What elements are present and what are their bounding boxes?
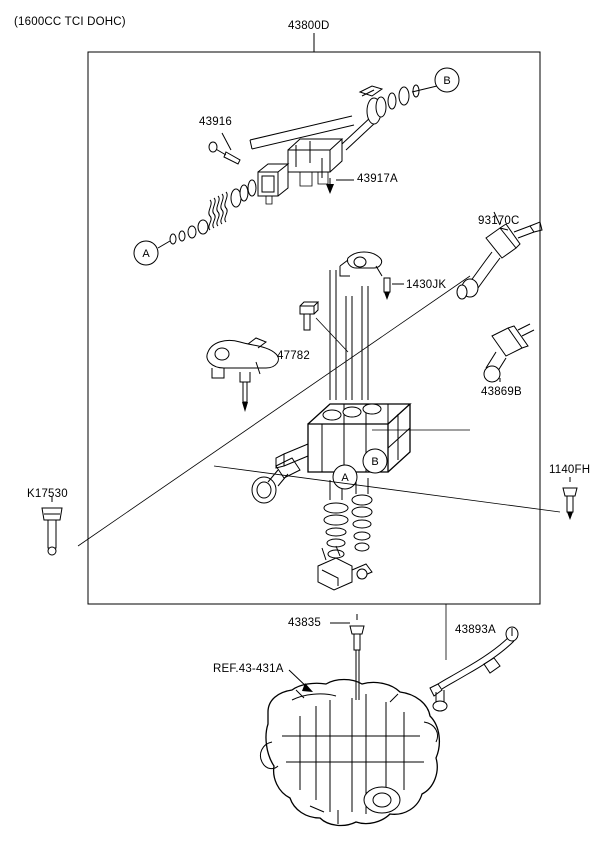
label-43835: 43835 [288, 617, 321, 629]
part-43893a-harness [430, 604, 518, 711]
label-43917a: 43917A [357, 173, 398, 185]
balloon-b-mid: B [371, 456, 379, 468]
pin-below-lever [240, 372, 250, 412]
label-k17530: K17530 [27, 488, 68, 500]
shift-control-shaft-group [134, 68, 459, 265]
balloon-a-mid: A [341, 472, 349, 484]
bolt-mid-left [300, 302, 348, 352]
balloon-b-top: B [443, 75, 451, 87]
leader-47782 [316, 318, 348, 352]
part-43869b-switch [484, 324, 534, 382]
label-93170c: 93170C [478, 215, 520, 227]
bushing-collar-2 [376, 97, 386, 117]
engine-variant-note: (1600CC TCI DOHC) [14, 16, 126, 28]
part-1140fh-bolt [563, 477, 577, 520]
transaxle-case-group [260, 604, 518, 825]
leader-diagonal-1 [78, 276, 470, 546]
label-43916: 43916 [199, 116, 232, 128]
shift-rail-group [42, 212, 577, 590]
bushing-collar-3 [399, 87, 409, 105]
part-93170c-sensor [457, 212, 542, 299]
leader-43916 [222, 133, 231, 150]
label-ref-43-431a: REF.43-431A [213, 663, 284, 675]
label-47782: 47782 [277, 350, 310, 362]
label-1140fh: 1140FH [549, 464, 591, 476]
transaxle-case-outline [266, 680, 439, 826]
part-47782-lever [207, 338, 278, 378]
label-43893a: 43893A [455, 624, 496, 636]
label-1430jk: 1430JK [406, 279, 447, 291]
label-43869b: 43869B [481, 386, 522, 398]
label-43800d: 43800D [288, 20, 330, 32]
spring-coil [209, 200, 211, 230]
part-1430jk-pin [384, 278, 404, 300]
leader-93170c [494, 212, 500, 225]
part-47782-fork [340, 252, 382, 276]
washer-1 [388, 93, 396, 109]
shift-control-housing [252, 404, 410, 590]
part-43835-bolt [330, 614, 364, 700]
balloon-a-left: A [142, 248, 150, 260]
part-k17530-plug [42, 496, 62, 555]
